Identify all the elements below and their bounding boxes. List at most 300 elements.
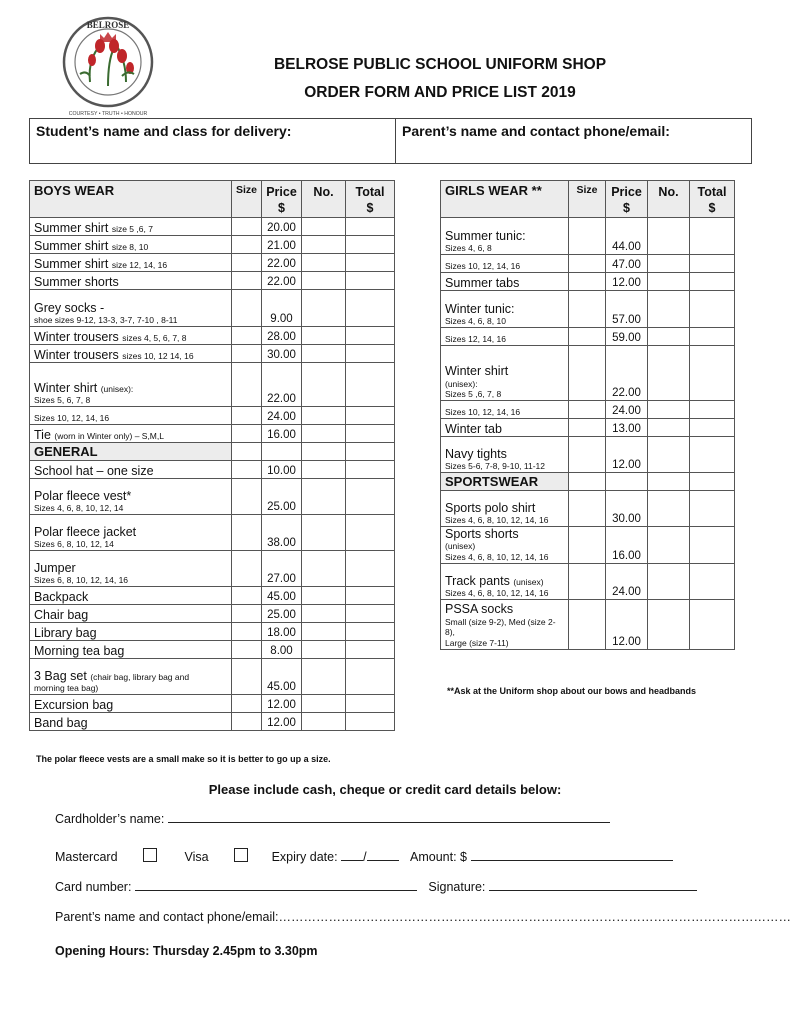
size-cell[interactable] [232, 363, 262, 407]
item-cell [30, 254, 232, 272]
quantity-cell[interactable] [648, 291, 690, 328]
price-cell: 12.00 [262, 713, 302, 731]
total-cell[interactable] [346, 587, 395, 605]
total-cell[interactable] [690, 255, 735, 273]
quantity-cell[interactable] [648, 273, 690, 291]
expiry-month-field[interactable] [341, 848, 363, 861]
size-cell[interactable] [232, 236, 262, 254]
table-row [441, 218, 735, 255]
item-cell [30, 659, 232, 695]
item-name: 3 Bag set [34, 669, 87, 683]
size-cell[interactable] [232, 641, 262, 659]
table-row [441, 599, 735, 649]
parent-contact-field[interactable]: …………………………………………………………………………………………………………… [278, 910, 791, 924]
item-sizes: Sizes 10, 12, 14, 16 [445, 407, 521, 418]
item-sizes: Sizes 5, 6, 7, 8 [34, 395, 91, 406]
item-name: Tie [34, 427, 51, 442]
item-name: Winter tunic: [445, 302, 515, 316]
size-cell[interactable] [232, 479, 262, 515]
price-cell: 38.00 [262, 515, 302, 551]
quantity-cell[interactable] [648, 473, 690, 491]
size-cell[interactable] [232, 327, 262, 345]
table-row [441, 401, 735, 419]
total-cell[interactable] [346, 695, 395, 713]
size-cell[interactable] [232, 713, 262, 731]
visa-label: Visa [184, 850, 209, 864]
table-row [441, 419, 735, 437]
quantity-cell[interactable] [648, 491, 690, 527]
opening-hours: Opening Hours: Thursday 2.45pm to 3.30pm [55, 944, 318, 958]
item-name: Winter tab [445, 421, 502, 436]
signature-label: Signature: [428, 880, 486, 894]
item-sizes: Sizes 5-6, 7-8, 9-10, 11-12 [445, 461, 546, 472]
item-cell [30, 363, 232, 407]
total-cell[interactable] [346, 290, 395, 327]
total-cell[interactable] [346, 515, 395, 551]
price-cell: 16.00 [262, 425, 302, 443]
table-row [30, 551, 395, 587]
item-name: Summer shirt [34, 220, 109, 235]
total-cell[interactable] [690, 346, 735, 401]
price-cell: 22.00 [606, 346, 648, 401]
quantity-cell[interactable] [302, 713, 346, 731]
item-cell [441, 273, 569, 291]
total-cell[interactable] [690, 491, 735, 527]
size-cell[interactable] [569, 273, 606, 291]
table-row [441, 291, 735, 328]
item-name: Winter trousers [34, 347, 119, 362]
total-cell[interactable] [346, 713, 395, 731]
size-cell[interactable] [232, 290, 262, 327]
table-header-row [30, 181, 395, 218]
price-cell: 45.00 [262, 587, 302, 605]
total-cell[interactable] [690, 291, 735, 328]
total-cell[interactable] [346, 551, 395, 587]
table-row [30, 641, 395, 659]
total-cell[interactable] [346, 443, 395, 461]
item-sizes: Sizes 6, 8, 10, 12, 14, 16 [34, 575, 129, 586]
size-cell[interactable] [232, 443, 262, 461]
price-cell: 24.00 [606, 563, 648, 599]
item-cell [441, 527, 569, 564]
item-name: Summer shirt [34, 256, 109, 271]
expiry-separator: / [363, 850, 367, 864]
card-type-row [55, 848, 715, 864]
girls-wear-table [440, 180, 735, 650]
cardholder-label: Cardholder’s name: [55, 812, 165, 826]
visa-checkbox[interactable] [234, 848, 248, 862]
table-row [30, 425, 395, 443]
item-sizes: Sizes 12, 14, 16 [445, 334, 506, 345]
size-cell[interactable] [569, 401, 606, 419]
item-detail: sizes 10, 12 14, 16 [122, 350, 194, 361]
quantity-cell[interactable] [302, 605, 346, 623]
total-cell[interactable] [690, 328, 735, 346]
item-sizes: Sizes 6, 8, 10, 12, 14 [34, 539, 114, 550]
item-detail: size 12, 14, 16 [111, 259, 168, 270]
item-cell [441, 291, 569, 328]
header-total: Total $ [690, 181, 735, 218]
quantity-cell[interactable] [302, 327, 346, 345]
price-cell: 22.00 [262, 254, 302, 272]
size-cell[interactable] [569, 491, 606, 527]
card-number-row [55, 878, 697, 894]
size-cell[interactable] [232, 345, 262, 363]
item-sizes: (unisex): [445, 378, 478, 389]
item-name: Backpack [34, 589, 89, 604]
total-cell[interactable] [346, 272, 395, 290]
parent-field[interactable] [396, 119, 751, 163]
price-cell: 20.00 [262, 218, 302, 236]
item-cell [30, 345, 232, 363]
school-logo [60, 12, 156, 122]
size-cell[interactable] [569, 437, 606, 473]
price-cell: 21.00 [262, 236, 302, 254]
item-cell [441, 419, 569, 437]
header-item: GIRLS WEAR ** [441, 181, 569, 218]
quantity-cell[interactable] [302, 641, 346, 659]
item-detail: size 8, 10 [111, 241, 149, 252]
total-cell[interactable] [346, 623, 395, 641]
signature-field[interactable] [489, 878, 697, 891]
price-cell: 22.00 [262, 363, 302, 407]
header-size: Size [232, 181, 262, 218]
price-cell: 9.00 [262, 290, 302, 327]
size-cell[interactable] [232, 515, 262, 551]
section-label: SPORTSWEAR [441, 473, 569, 491]
quantity-cell[interactable] [302, 695, 346, 713]
header-total: Total $ [346, 181, 395, 218]
quantity-cell[interactable] [302, 363, 346, 407]
cardholder-row [55, 810, 610, 826]
total-cell[interactable] [690, 473, 735, 491]
item-sizes: Small (size 9-2), Med (size 2-8), [445, 616, 556, 638]
total-cell[interactable] [690, 437, 735, 473]
quantity-cell[interactable] [302, 236, 346, 254]
quantity-cell[interactable] [648, 401, 690, 419]
item-cell [441, 218, 569, 255]
quantity-cell[interactable] [648, 563, 690, 599]
price-cell [262, 443, 302, 461]
item-cell [30, 272, 232, 290]
amount-label: Amount: $ [410, 850, 468, 864]
size-cell[interactable] [232, 407, 262, 425]
total-cell[interactable] [346, 641, 395, 659]
item-cell [30, 479, 232, 515]
table-row [30, 587, 395, 605]
price-cell: 57.00 [606, 291, 648, 328]
item-name: Sports polo shirt [445, 501, 536, 515]
quantity-cell[interactable] [648, 437, 690, 473]
table-row [30, 254, 395, 272]
table-row [30, 327, 395, 345]
price-cell: 28.00 [262, 327, 302, 345]
amount-field[interactable] [471, 848, 673, 861]
size-cell[interactable] [232, 218, 262, 236]
item-name: Morning tea bag [34, 643, 125, 658]
quantity-cell[interactable] [302, 345, 346, 363]
item-name: Summer tabs [445, 275, 520, 290]
item-name: Band bag [34, 715, 88, 730]
table-row [30, 479, 395, 515]
mastercard-label: Mastercard [55, 850, 118, 864]
price-cell: 24.00 [262, 407, 302, 425]
price-cell: 12.00 [606, 599, 648, 649]
form-title: BELROSE PUBLIC SCHOOL UNIFORM SHOP [273, 56, 607, 73]
quantity-cell[interactable] [648, 255, 690, 273]
parent-label: Parent’s name and contact phone/email: [402, 123, 670, 139]
item-cell [30, 605, 232, 623]
item-cell [441, 255, 569, 273]
item-name: Jumper [34, 561, 76, 575]
table-row [441, 563, 735, 599]
size-cell[interactable] [569, 527, 606, 564]
total-cell[interactable] [690, 273, 735, 291]
quantity-cell[interactable] [302, 623, 346, 641]
total-cell[interactable] [690, 401, 735, 419]
price-cell: 44.00 [606, 218, 648, 255]
quantity-cell[interactable] [302, 479, 346, 515]
table-row [30, 290, 395, 327]
item-sizes: Sizes 4, 6, 8, 10, 12, 14, 16 [445, 552, 549, 562]
price-cell: 12.00 [606, 273, 648, 291]
table-row [441, 346, 735, 401]
size-cell[interactable] [569, 599, 606, 649]
size-cell[interactable] [232, 623, 262, 641]
total-cell[interactable] [346, 345, 395, 363]
item-name: Excursion bag [34, 697, 114, 712]
size-cell[interactable] [232, 659, 262, 695]
item-name: Summer shirt [34, 238, 109, 253]
expiry-year-field[interactable] [367, 848, 399, 861]
quantity-cell[interactable] [302, 443, 346, 461]
item-cell [30, 425, 232, 443]
quantity-cell[interactable] [302, 218, 346, 236]
item-name: School hat – one size [34, 463, 154, 478]
table-row [30, 407, 395, 425]
total-cell[interactable] [690, 599, 735, 649]
item-cell [30, 623, 232, 641]
item-name: Summer tunic: [445, 229, 526, 243]
size-cell[interactable] [569, 218, 606, 255]
price-cell: 8.00 [262, 641, 302, 659]
item-sizes: Sizes 4, 6, 8, 10, 12, 14, 16 [445, 588, 549, 598]
quantity-cell[interactable] [302, 587, 346, 605]
table-row [30, 515, 395, 551]
table-row [441, 491, 735, 527]
item-cell [30, 551, 232, 587]
expiry-label: Expiry date: [271, 850, 338, 864]
size-cell[interactable] [232, 425, 262, 443]
price-cell: 47.00 [606, 255, 648, 273]
item-cell [30, 461, 232, 479]
section-row [441, 473, 735, 491]
size-cell[interactable] [232, 605, 262, 623]
size-cell[interactable] [569, 419, 606, 437]
total-cell[interactable] [346, 425, 395, 443]
item-sizes: morning tea bag) [34, 683, 99, 694]
size-cell[interactable] [569, 291, 606, 328]
price-cell: 12.00 [262, 695, 302, 713]
header-item: BOYS WEAR [30, 181, 232, 218]
item-cell [441, 328, 569, 346]
table-row [441, 273, 735, 291]
item-detail: size 5 ,6, 7 [111, 223, 153, 234]
item-sizes: shoe sizes 9-12, 13-3, 3-7, 7-10 , 8-11 [34, 315, 178, 326]
total-cell[interactable] [346, 218, 395, 236]
item-sizes: (unisex) [445, 541, 476, 552]
item-sizes: Large (size 7-11) [445, 638, 509, 648]
table-row [30, 236, 395, 254]
item-cell [441, 491, 569, 527]
table-header-row [441, 181, 735, 218]
quantity-cell[interactable] [648, 346, 690, 401]
student-field[interactable] [30, 119, 396, 163]
item-detail: sizes 4, 5, 6, 7, 8 [122, 332, 187, 343]
item-cell [441, 437, 569, 473]
quantity-cell[interactable] [648, 527, 690, 564]
size-cell[interactable] [232, 461, 262, 479]
price-cell: 25.00 [262, 479, 302, 515]
total-cell[interactable] [346, 461, 395, 479]
card-number-label: Card number: [55, 880, 132, 894]
quantity-cell[interactable] [648, 218, 690, 255]
header-no: No. [302, 181, 346, 218]
quantity-cell[interactable] [648, 328, 690, 346]
table-row [30, 363, 395, 407]
item-name: Winter shirt [34, 381, 98, 395]
mastercard-checkbox[interactable] [143, 848, 157, 862]
item-sizes: Sizes 4, 6, 8, 10, 12, 14 [34, 503, 124, 514]
total-cell[interactable] [690, 527, 735, 564]
header-size: Size [569, 181, 606, 218]
total-cell[interactable] [346, 236, 395, 254]
table-row [30, 659, 395, 695]
price-cell: 59.00 [606, 328, 648, 346]
parent-contact-row [55, 910, 791, 924]
item-sizes: Sizes 5 ,6, 7, 8 [445, 389, 502, 400]
table-row [30, 461, 395, 479]
item-name: Navy tights [445, 447, 507, 461]
total-cell[interactable] [346, 605, 395, 623]
quantity-cell[interactable] [648, 419, 690, 437]
table-row [30, 713, 395, 731]
item-name: Summer shorts [34, 274, 119, 289]
logo-name: BELROSE [86, 20, 130, 30]
quantity-cell[interactable] [302, 254, 346, 272]
quantity-cell[interactable] [302, 290, 346, 327]
table-row [30, 272, 395, 290]
form-subtitle: ORDER FORM AND PRICE LIST 2019 [304, 84, 576, 101]
item-name: Polar fleece vest* [34, 489, 132, 503]
card-number-field[interactable] [135, 878, 417, 891]
section-label: GENERAL [30, 443, 232, 461]
cardholder-field[interactable] [168, 810, 610, 823]
quantity-cell[interactable] [648, 599, 690, 649]
item-cell [30, 587, 232, 605]
price-cell: 18.00 [262, 623, 302, 641]
size-cell[interactable] [232, 587, 262, 605]
size-cell[interactable] [569, 473, 606, 491]
item-cell [441, 401, 569, 419]
quantity-cell[interactable] [302, 407, 346, 425]
size-cell[interactable] [232, 272, 262, 290]
item-detail: (unisex) [513, 576, 544, 587]
total-cell[interactable] [346, 479, 395, 515]
price-cell: 13.00 [606, 419, 648, 437]
table-row [441, 328, 735, 346]
section-row [30, 443, 395, 461]
delivery-box [29, 118, 752, 164]
quantity-cell[interactable] [302, 515, 346, 551]
table-row [30, 605, 395, 623]
item-sizes: Sizes 10, 12, 14, 16 [34, 413, 110, 424]
price-cell: 45.00 [262, 659, 302, 695]
price-cell: 30.00 [606, 491, 648, 527]
item-cell [441, 599, 569, 649]
price-cell: 22.00 [262, 272, 302, 290]
total-cell[interactable] [346, 659, 395, 695]
table-row [30, 218, 395, 236]
size-cell[interactable] [569, 328, 606, 346]
item-cell [30, 515, 232, 551]
quantity-cell[interactable] [302, 272, 346, 290]
quantity-cell[interactable] [302, 659, 346, 695]
total-cell[interactable] [690, 218, 735, 255]
price-cell: 27.00 [262, 551, 302, 587]
item-name: Library bag [34, 625, 97, 640]
price-cell: 10.00 [262, 461, 302, 479]
item-cell [30, 407, 232, 425]
table-row [30, 623, 395, 641]
item-name: Grey socks - [34, 301, 105, 315]
item-cell [30, 218, 232, 236]
item-name: PSSA socks [445, 602, 514, 617]
size-cell[interactable] [569, 255, 606, 273]
quantity-cell[interactable] [302, 551, 346, 587]
size-cell[interactable] [232, 551, 262, 587]
item-detail: (chair bag, library bag and [90, 672, 190, 682]
total-cell[interactable] [346, 254, 395, 272]
total-cell[interactable] [346, 327, 395, 345]
total-cell[interactable] [346, 407, 395, 425]
header-price: Price $ [262, 181, 302, 218]
price-cell: 24.00 [606, 401, 648, 419]
size-cell[interactable] [569, 563, 606, 599]
item-cell [30, 641, 232, 659]
item-name: Winter trousers [34, 329, 119, 344]
item-name: Polar fleece jacket [34, 525, 137, 539]
header-price: Price $ [606, 181, 648, 218]
total-cell[interactable] [346, 363, 395, 407]
total-cell[interactable] [690, 419, 735, 437]
quantity-cell[interactable] [302, 425, 346, 443]
size-cell[interactable] [569, 346, 606, 401]
size-cell[interactable] [232, 695, 262, 713]
table-row [441, 255, 735, 273]
item-name: Sports shorts [445, 527, 519, 541]
boys-wear-table [29, 180, 395, 731]
logo-motto: COURTESY • TRUTH • HONOUR [68, 111, 148, 117]
item-cell [30, 290, 232, 327]
size-cell[interactable] [232, 254, 262, 272]
price-cell: 25.00 [262, 605, 302, 623]
total-cell[interactable] [690, 563, 735, 599]
item-sizes: Sizes 4, 6, 8 [445, 243, 492, 254]
price-cell: 30.00 [262, 345, 302, 363]
boys-note: The polar fleece vests are a small make so it is better to go up a size. [36, 754, 331, 764]
quantity-cell[interactable] [302, 461, 346, 479]
